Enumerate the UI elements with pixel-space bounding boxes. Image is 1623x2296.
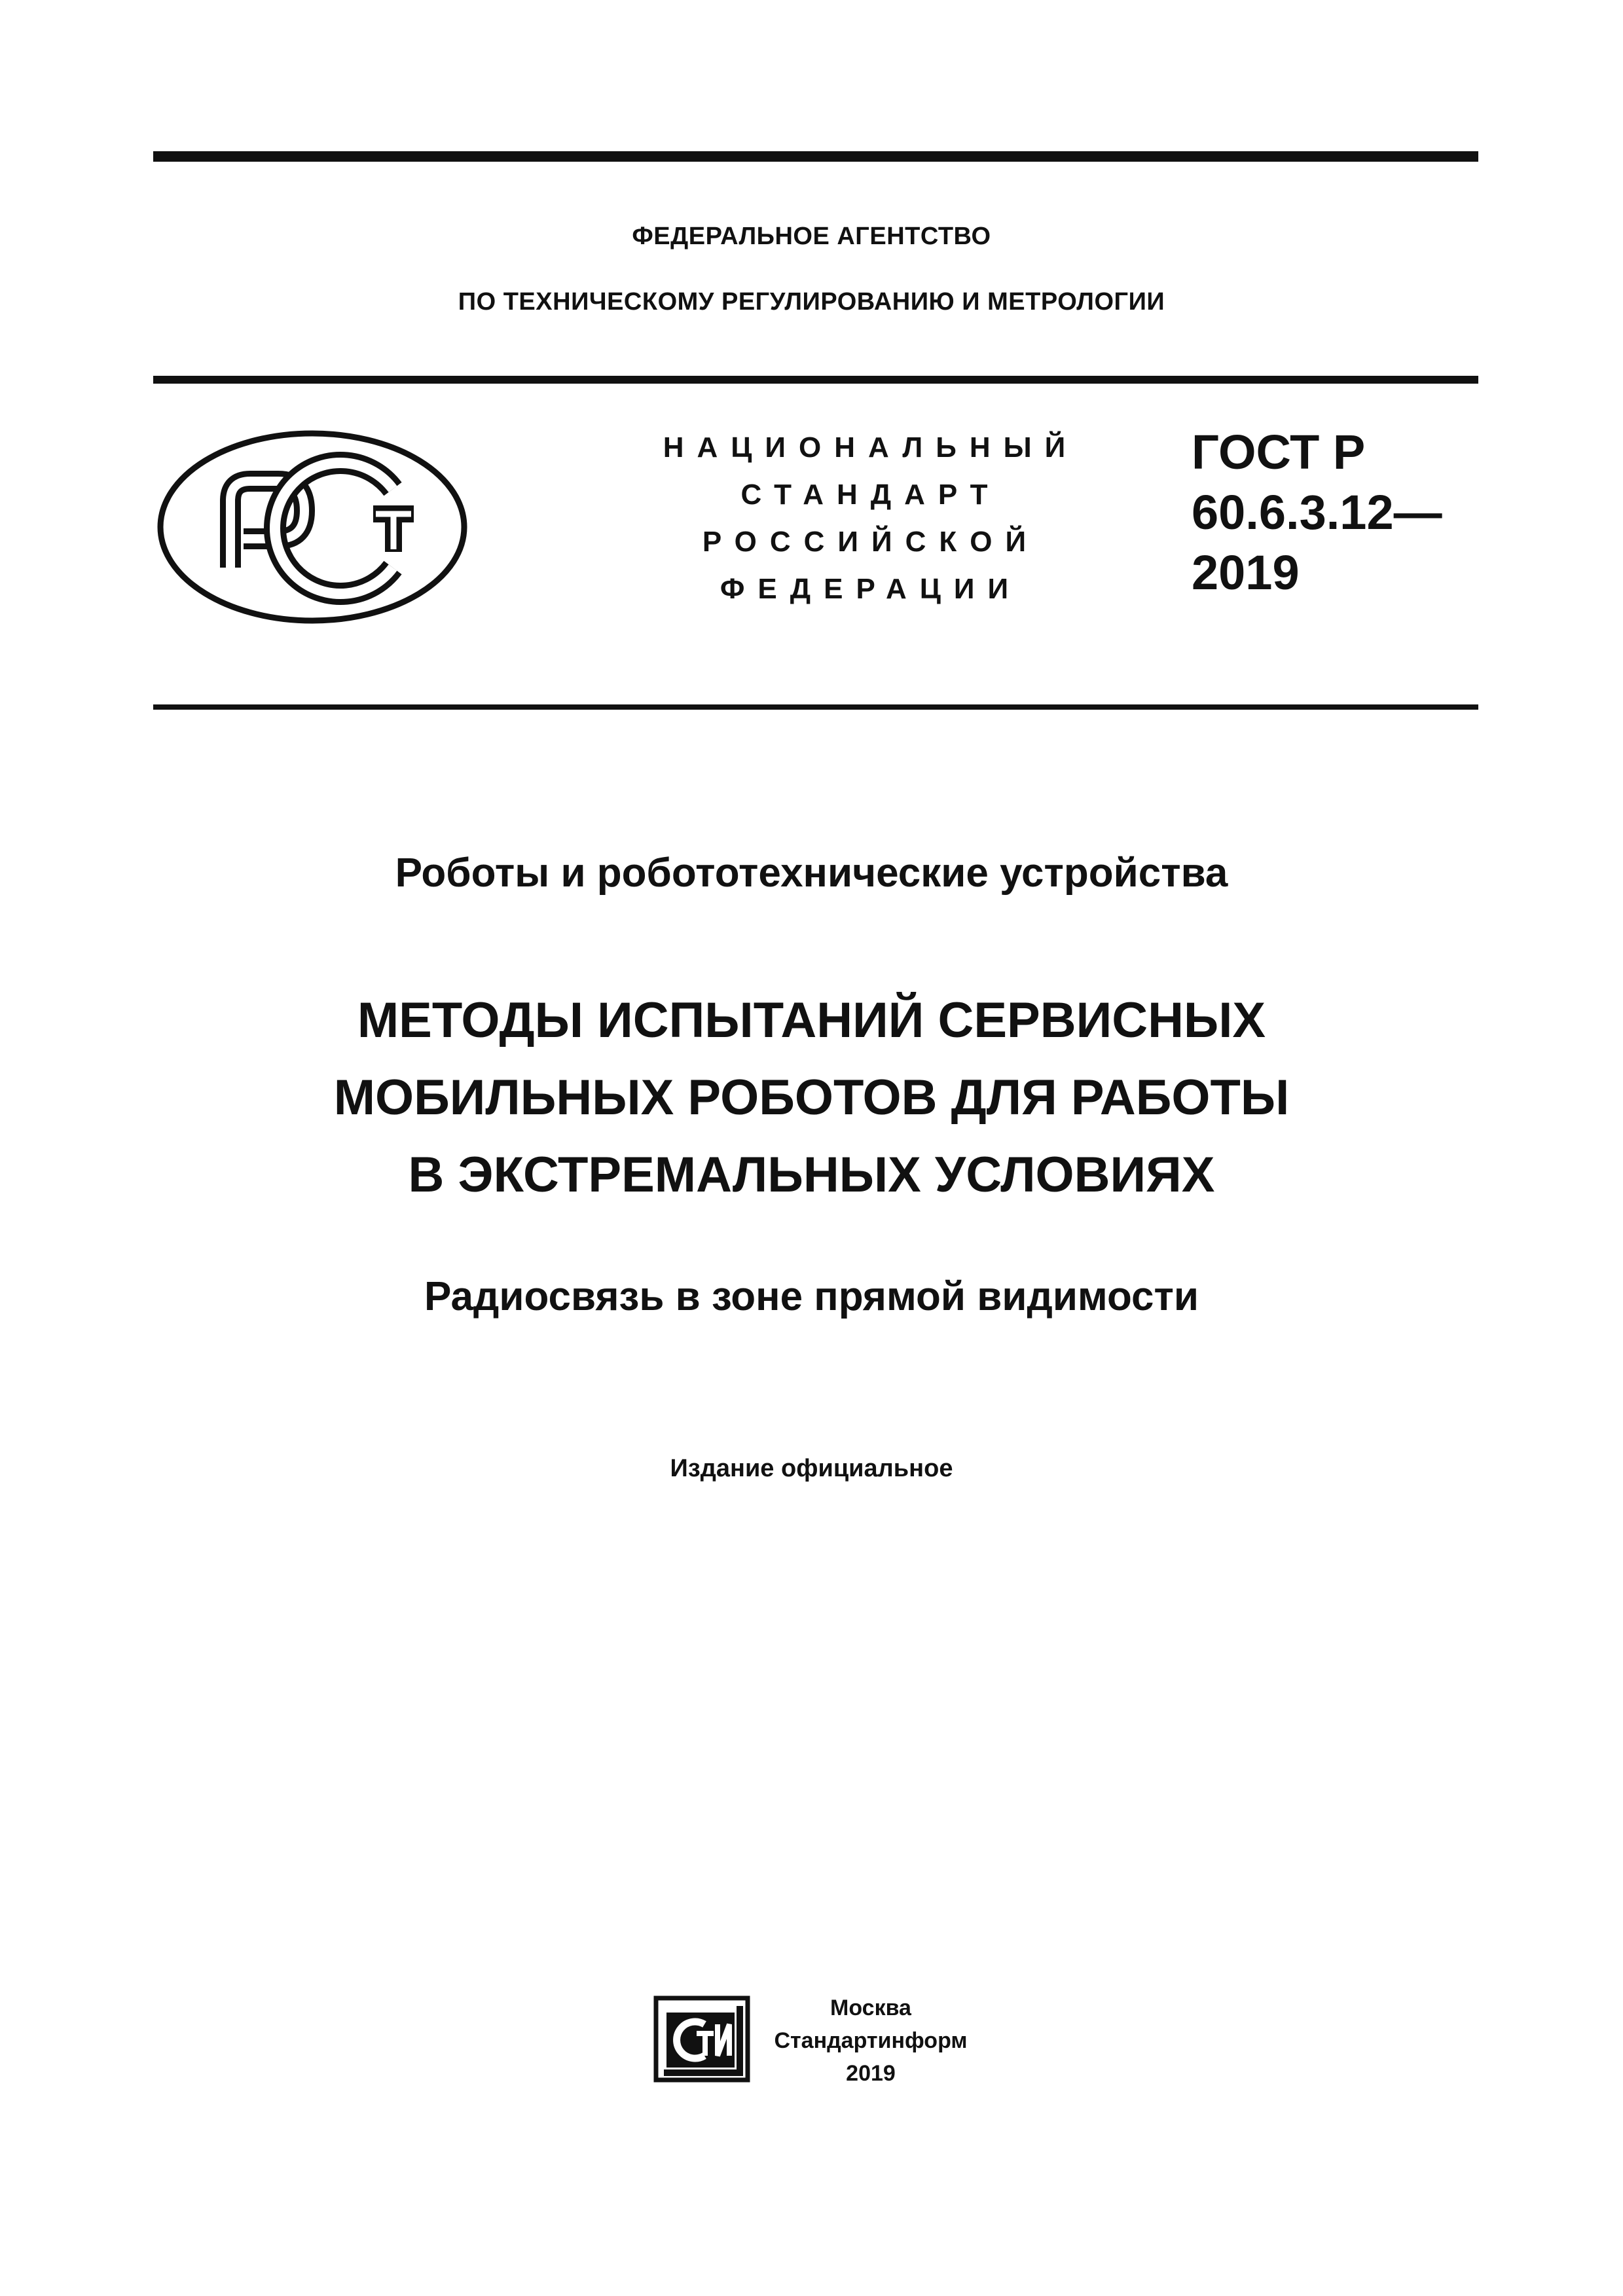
standard-type-line-4: ФЕДЕРАЦИИ — [720, 573, 1022, 605]
standard-type-block — [648, 424, 1093, 613]
standard-designation — [1192, 422, 1480, 603]
gost-r-logo-icon — [157, 429, 468, 625]
standard-type-line-3: РОССИЙСКОЙ — [702, 526, 1040, 558]
title-line-1: МЕТОДЫ ИСПЫТАНИЙ СЕРВИСНЫХ — [357, 993, 1266, 1048]
subject-heading: Роботы и робототехнические устройства — [395, 850, 1228, 896]
designation-rule — [153, 704, 1478, 710]
document-title — [0, 982, 1623, 1214]
imprint-city: Москва — [830, 1995, 911, 2020]
standartinform-logo-icon — [653, 1995, 750, 2083]
imprint-block — [759, 1992, 982, 2090]
designation-line-1: ГОСТ Р — [1192, 425, 1366, 479]
edition-note: Издание официальное — [670, 1455, 953, 1482]
top-rule — [153, 151, 1478, 162]
standard-type-line-2: СТАНДАРТ — [740, 479, 1001, 511]
imprint-publisher: Стандартинформ — [774, 2028, 968, 2053]
standard-type-line-1: НАЦИОНАЛЬНЫЙ — [663, 431, 1079, 464]
designation-line-3: 2019 — [1192, 545, 1300, 600]
document-subtitle: Радиосвязь в зоне прямой видимости — [424, 1274, 1199, 1319]
title-line-2: МОБИЛЬНЫХ РОБОТОВ ДЛЯ РАБОТЫ — [333, 1070, 1290, 1125]
agency-name-line-1: ФЕДЕРАЛЬНОЕ АГЕНТСТВО — [632, 223, 991, 250]
agency-name-line-2: ПО ТЕХНИЧЕСКОМУ РЕГУЛИРОВАНИЮ И МЕТРОЛОГИИ — [458, 288, 1165, 316]
designation-line-2: 60.6.3.12— — [1192, 485, 1442, 539]
header-rule — [153, 376, 1478, 384]
imprint-year: 2019 — [846, 2061, 896, 2086]
title-line-3: В ЭКСТРЕМАЛЬНЫХ УСЛОВИЯХ — [408, 1147, 1215, 1203]
